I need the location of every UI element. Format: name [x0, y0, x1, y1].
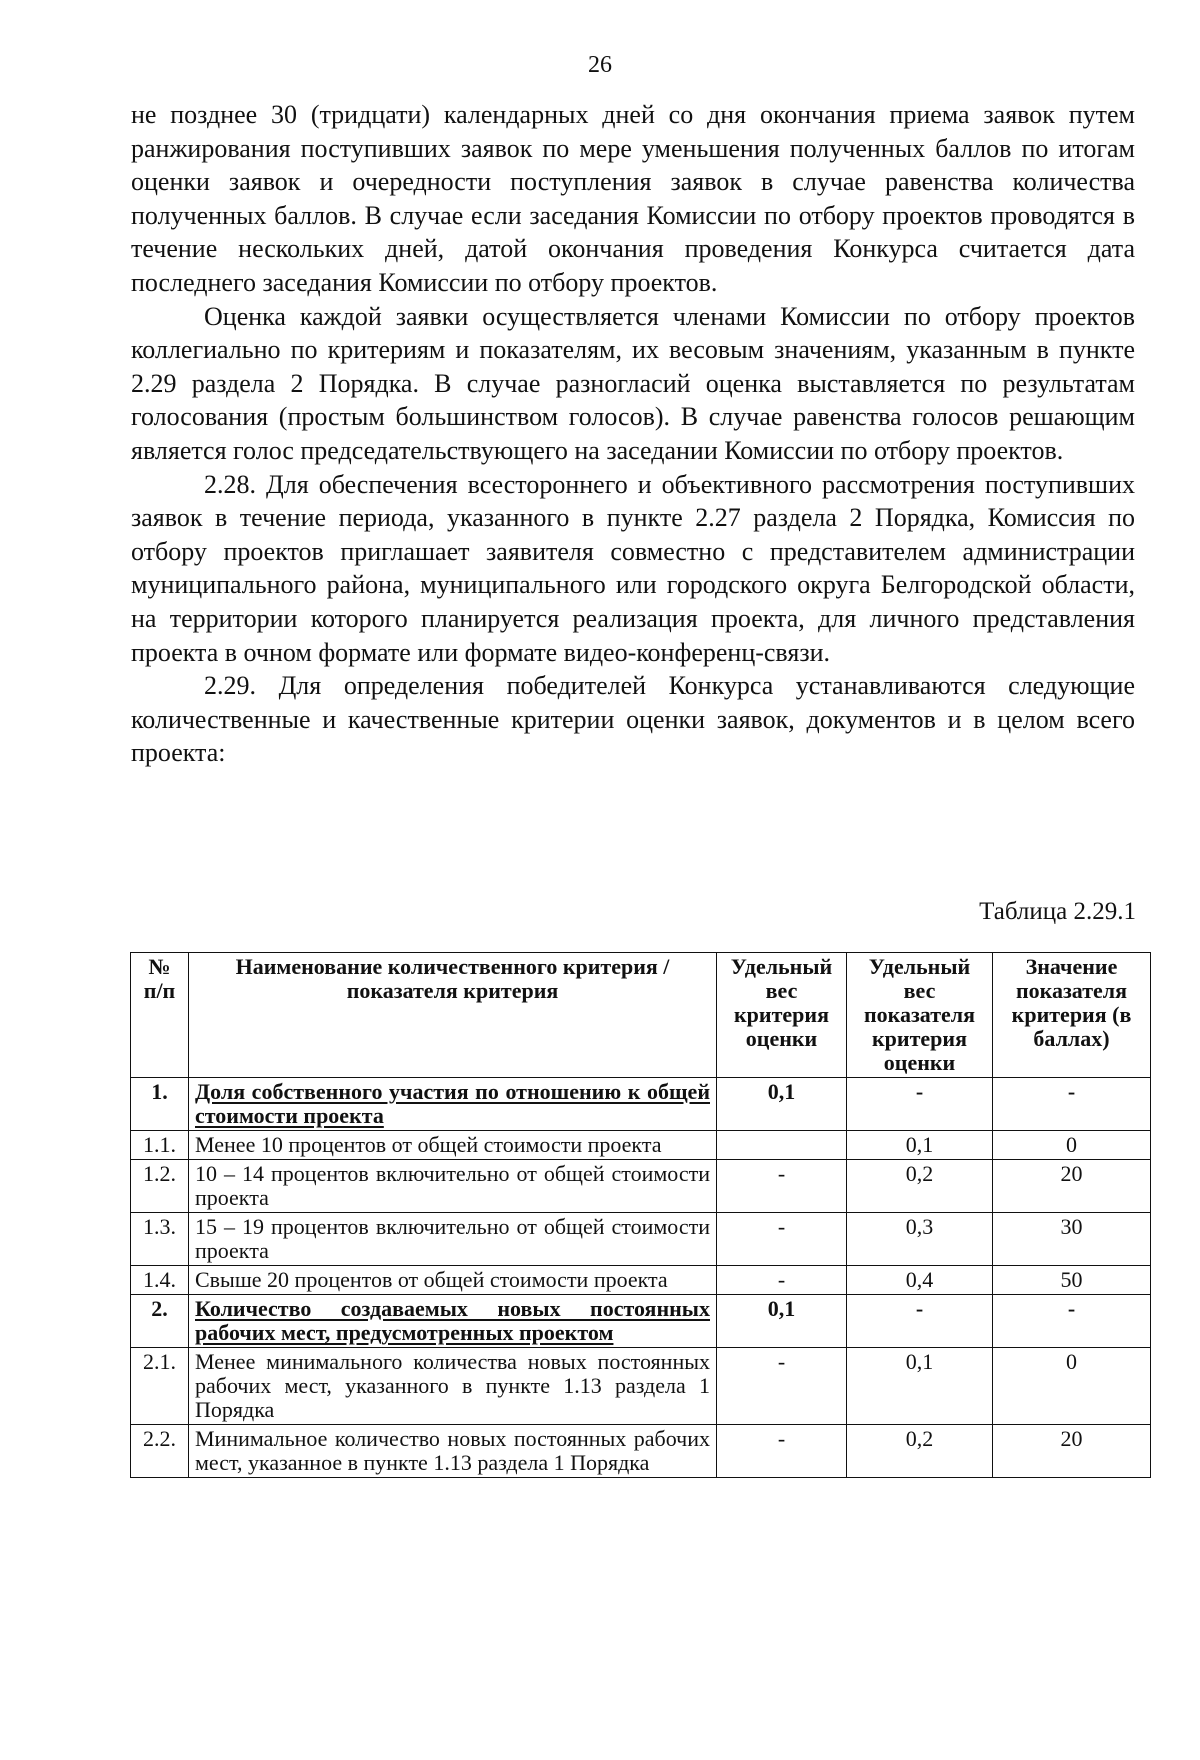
table-row [131, 1425, 1151, 1478]
row-indicator-weight: - [847, 1078, 993, 1131]
row-score: - [993, 1295, 1151, 1348]
row-indicator-weight: - [847, 1295, 993, 1348]
row-indicator-weight: 0,2 [847, 1425, 993, 1478]
row-indicator-weight: 0,3 [847, 1213, 993, 1266]
row-name: Менее 10 процентов от общей стоимости проекта [189, 1131, 717, 1160]
row-name: Минимальное количество новых постоянных рабочих мест, указанное в пункте 1.13 раздела 1 Порядка [189, 1425, 717, 1478]
body-text [131, 98, 1135, 770]
row-number: 2.1. [131, 1348, 189, 1425]
row-score: 50 [993, 1266, 1151, 1295]
row-score: 0 [993, 1131, 1151, 1160]
table-row [131, 1213, 1151, 1266]
row-number: 2.2. [131, 1425, 189, 1478]
row-criterion-weight: 0,1 [717, 1078, 847, 1131]
row-criterion-weight: 0,1 [717, 1295, 847, 1348]
page-number: 26 [588, 52, 612, 78]
table-row [131, 1266, 1151, 1295]
criteria-table [130, 952, 1151, 1478]
row-criterion-weight: - [717, 1425, 847, 1478]
table-caption: Таблица 2.29.1 [979, 898, 1136, 925]
header-criterion-weight: Удельный вес критерия оценки [717, 953, 847, 1078]
row-number: 1.1. [131, 1131, 189, 1160]
header-criterion-name: Наименование количественного критерия / показателя критерия [189, 953, 717, 1078]
paragraph-2-29: 2.29. Для определения победителей Конкурса устанавливаются следующие количественные и качественные критерии оценки заявок, документов и в целом всего проекта: [131, 671, 1135, 768]
row-name: Менее минимального количества новых постоянных рабочих мест, указанного в пункте 1.13 раздела 1 Порядка [189, 1348, 717, 1425]
row-number: 1.4. [131, 1266, 189, 1295]
table-row [131, 1131, 1151, 1160]
row-name: Количество создаваемых новых постоянных рабочих мест, предусмотренных проектом [189, 1295, 717, 1348]
row-number: 1.2. [131, 1160, 189, 1213]
table-header-row [131, 953, 1151, 1078]
row-number: 2. [131, 1295, 189, 1348]
row-name: 10 – 14 процентов включительно от общей стоимости проекта [189, 1160, 717, 1213]
row-criterion-weight: - [717, 1213, 847, 1266]
row-score: 30 [993, 1213, 1151, 1266]
row-score: 0 [993, 1348, 1151, 1425]
row-name: Свыше 20 процентов от общей стоимости проекта [189, 1266, 717, 1295]
row-name: Доля собственного участия по отношению к общей стоимости проекта [189, 1078, 717, 1131]
table-row [131, 1160, 1151, 1213]
row-criterion-weight: - [717, 1160, 847, 1213]
table-row [131, 1295, 1151, 1348]
row-number: 1.3. [131, 1213, 189, 1266]
paragraph-continuation: не позднее 30 (тридцати) календарных дней со дня окончания приема заявок путем ранжирования поступивших заявок по мере уменьшения полученных баллов по итогам оценки заявок и очередности поступления заявок в случае равенства количества полученных баллов. В случае если заседания Комиссии по отбору проектов проводятся в течение нескольких дней, датой окончания проведения Конкурса считается дата последнего заседания Комиссии по отбору проектов. [131, 100, 1135, 297]
row-score: 20 [993, 1425, 1151, 1478]
row-score: - [993, 1078, 1151, 1131]
row-score: 20 [993, 1160, 1151, 1213]
row-criterion-weight: - [717, 1348, 847, 1425]
row-criterion-weight: - [717, 1266, 847, 1295]
paragraph-evaluation: Оценка каждой заявки осуществляется членами Комиссии по отбору проектов коллегиально по критериям и показателям, их весовым значениям, указанным в пункте 2.29 раздела 2 Порядка. В случае разногласий оценка выставляется по результатам голосования (простым большинством голосов). В случае равенства голосов решающим является голос председательствующего на заседании Комиссии по отбору проектов. [131, 301, 1135, 465]
paragraph-2-28: 2.28. Для обеспечения всестороннего и объективного рассмотрения поступивших заявок в течение периода, указанного в пункте 2.27 раздела 2 Порядка, Комиссия по отбору проектов приглашает заявителя совместно с представителем администрации муниципального района, муниципального или городского округа Белгородской области, на территории которого планируется реализация проекта, для личного представления проекта в очном формате или формате видео-конференц-связи. [131, 469, 1135, 667]
row-indicator-weight: 0,2 [847, 1160, 993, 1213]
row-indicator-weight: 0,1 [847, 1131, 993, 1160]
table-row [131, 1078, 1151, 1131]
row-indicator-weight: 0,1 [847, 1348, 993, 1425]
header-indicator-weight: Удельный вес показателя критерия оценки [847, 953, 993, 1078]
row-name: 15 – 19 процентов включительно от общей стоимости проекта [189, 1213, 717, 1266]
table-row [131, 1348, 1151, 1425]
header-score-value: Значение показателя критерия (в баллах) [993, 953, 1151, 1078]
row-number: 1. [131, 1078, 189, 1131]
row-indicator-weight: 0,4 [847, 1266, 993, 1295]
row-criterion-weight [717, 1131, 847, 1160]
header-number: № п/п [131, 953, 189, 1078]
